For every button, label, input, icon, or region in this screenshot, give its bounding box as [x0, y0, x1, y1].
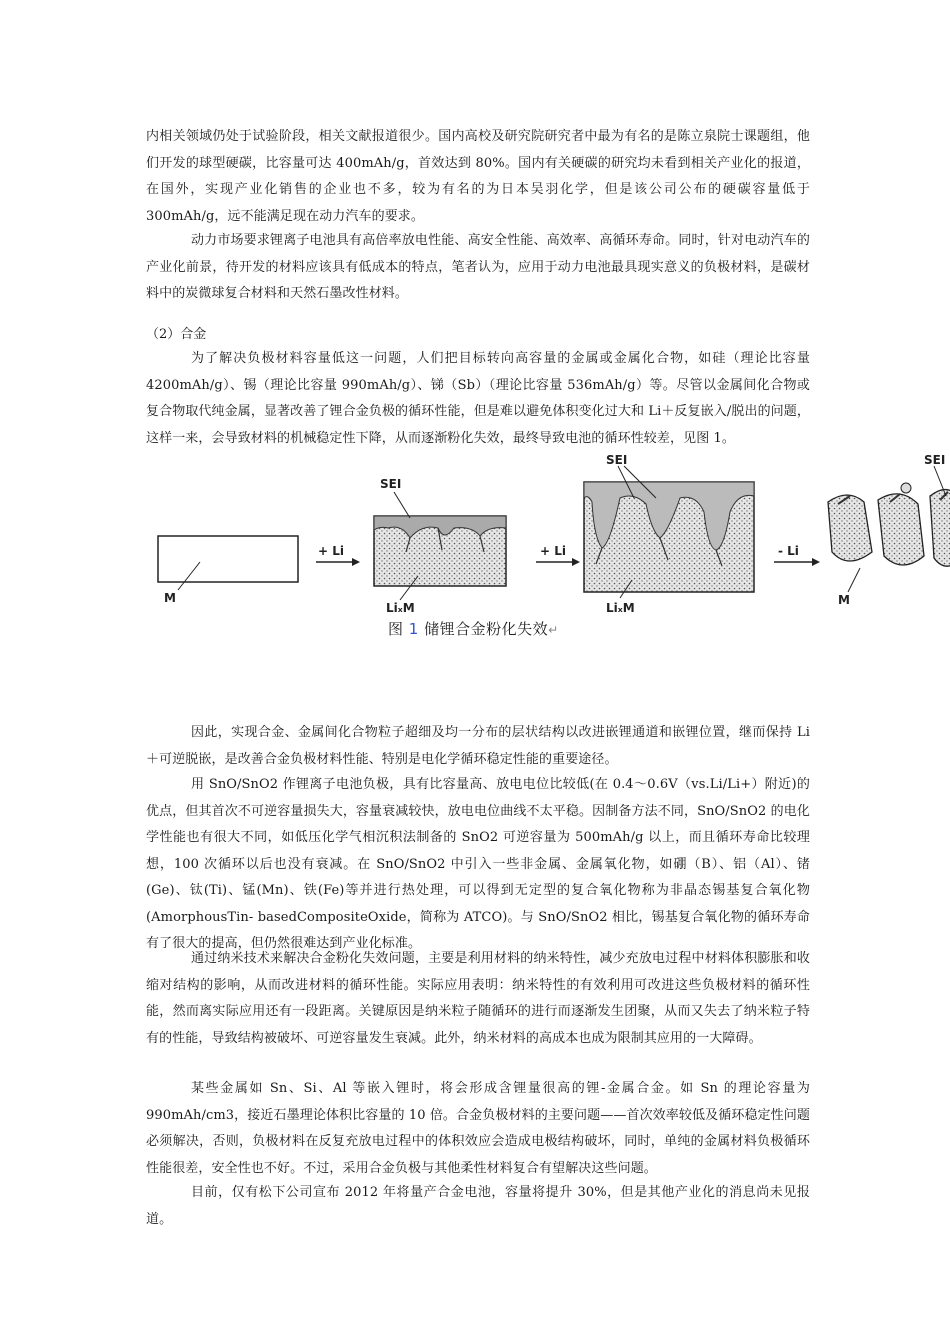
section-heading-alloy: （2）合金: [146, 327, 207, 342]
figure-alloy-pulverization: [148, 452, 950, 622]
caption-prefix: 图: [388, 620, 404, 638]
label-arrow-plus-li-1: + Li: [318, 544, 344, 558]
paragraph-hard-carbon: 内相关领域仍处于试验阶段，相关文献报道很少。国内高校及研究院研究者中最为有名的是陈立泉院士课题组，他们开发的球型硬碳，比容量可达 400mAh/g，首效达到 80%。国内有关硬碳的研究均未看到相关产业化的报道，在国外，实现产业化销售的企业也不多，较为有名的为日本吴羽化学，但是该公司公布的硬碳容量低于 300mAh/g，远不能满足现在动力汽车的要求。: [146, 129, 810, 224]
paragraph-nano: 通过纳米技术来解决合金粉化失效问题，主要是利用材料的纳米特性，减少充放电过程中材料体积膨胀和收缩对结构的影响，从而改进材料的循环性能。实际应用表明：纳米特性的有效利用可改进这些负极材料的循环性能，然而离实际应用还有一段距离。关键原因是纳米粒子随循环的进行而逐渐发生团聚，从而又失去了纳米粒子特有的性能，导致结构被破坏、可逆容量发生衰减。此外，纳米材料的高成本也成为限制其应用的一大障碍。: [146, 951, 810, 1046]
paragraph-mark: ↵: [548, 623, 559, 637]
paragraph-panasonic: 目前，仅有松下公司宣布 2012 年将量产合金电池，容量将提升 30%，但是其他产业化的消息尚未见报道。: [146, 1185, 810, 1227]
pulverized-fragment-3: [930, 489, 950, 566]
label-m-1: M: [164, 591, 176, 605]
label-lixm-2: LiₓM: [606, 601, 635, 615]
arrowhead-2: [572, 558, 580, 566]
leader-line: [394, 492, 410, 518]
paragraph-lithium-alloy: 某些金属如 Sn、Si、Al 等嵌入锂时，将会形成含锂量很高的锂-金属合金。如 Sn 的理论容量为 990mAh/cm3，接近石墨理论体积比容量的 10 倍。合金负极材料的主要问题——首次效率较低及循环稳定性问题必须解决，否则，负极材料在反复充放电过程中的体积效应会造成电极结构破坏，同时，单纯的金属材料负极循环性能很差，安全性也不好。不过，采用合金负极与其他柔性材料复合有望解决这些问题。: [146, 1081, 810, 1176]
label-sei-3: SEI: [924, 453, 946, 467]
label-arrow-minus-li: - Li: [778, 544, 799, 558]
label-sei-1: SEI: [380, 477, 402, 491]
figure-caption: [388, 618, 559, 639]
label-sei-2: SEI: [606, 453, 628, 467]
figure-diagram: [148, 452, 950, 622]
label-lixm-1: LiₓM: [386, 601, 415, 615]
pulverized-fragment-2: [878, 494, 924, 565]
pulverized-fragment-1: [828, 495, 872, 561]
arrowhead-3: [812, 558, 820, 566]
paragraph-layered-structure: 因此，实现合金、金属间化合物粒子超细及均一分布的层状结构以改进嵌锂通道和嵌锂位置，继而保持 Li＋可逆脱嵌，是改善合金负极材料性能、特别是电化学循环稳定性能的重要途径。: [146, 725, 810, 767]
label-m-2: M: [838, 593, 850, 607]
caption-text: 储锂合金粉化失效: [424, 620, 549, 638]
arrowhead-1: [352, 558, 360, 566]
paragraph-power-market: 动力市场要求锂离子电池具有高倍率放电性能、高安全性能、高效率、高循环寿命。同时，针对电动汽车的产业化前景，待开发的材料应该具有低成本的特点，笔者认为，应用于动力电池最具现实意义的负极材料，是碳材料中的炭微球复合材料和天然石墨改性材料。: [146, 233, 810, 301]
loose-particle: [901, 483, 911, 493]
paragraph-alloy-intro: 为了解决负极材料容量低这一问题，人们把目标转向高容量的金属或金属化合物，如硅（理论比容量 4200mAh/g）、锡（理论比容量 990mAh/g）、锑（Sb）（理论比容量 536mAh/g）等。尽管以金属间化合物或复合物取代纯金属，显著改善了锂合金负极的循环性能，但是难以避免体积变化过大和 Li＋反复嵌入/脱出的问题，这样一来，会导致材料的机械稳定性下降，从而逐渐粉化失效，最终导致电池的循环性较差，见图 1。: [146, 351, 810, 446]
leader-line: [848, 568, 860, 592]
caption-number: 1: [408, 620, 419, 638]
paragraph-tin-oxide: 用 SnO/SnO2 作锂离子电池负极，具有比容量高、放电电位比较低(在 0.4～0.6V（vs.Li/Li+）附近)的优点，但其首次不可逆容量损失大，容量衰减较快，放电电位曲线不太平稳。因制备方法不同，SnO/SnO2 的电化学性能也有很大不同，如低压化学气相沉积法制备的 SnO2 可逆容量为 500mAh/g 以上，而且循环寿命比较理想，100 次循环以后也没有衰减。在 SnO/SnO2 中引入一些非金属、金属氧化物，如硼（B）、铝（Al）、锗(Ge)、钛(Ti)、锰(Mn)、铁(Fe)等并进行热处理，可以得到无定型的复合氧化物称为非晶态锡基复合氧化物(AmorphousTin- basedCompositeOxide，简称为 ATCO)。与 SnO/SnO2 相比，锡基复合氧化物的循环寿命有了很大的提高，但仍然很难达到产业化标准。: [146, 777, 810, 951]
label-arrow-plus-li-2: + Li: [540, 544, 566, 558]
metal-block-pristine: [158, 536, 298, 582]
